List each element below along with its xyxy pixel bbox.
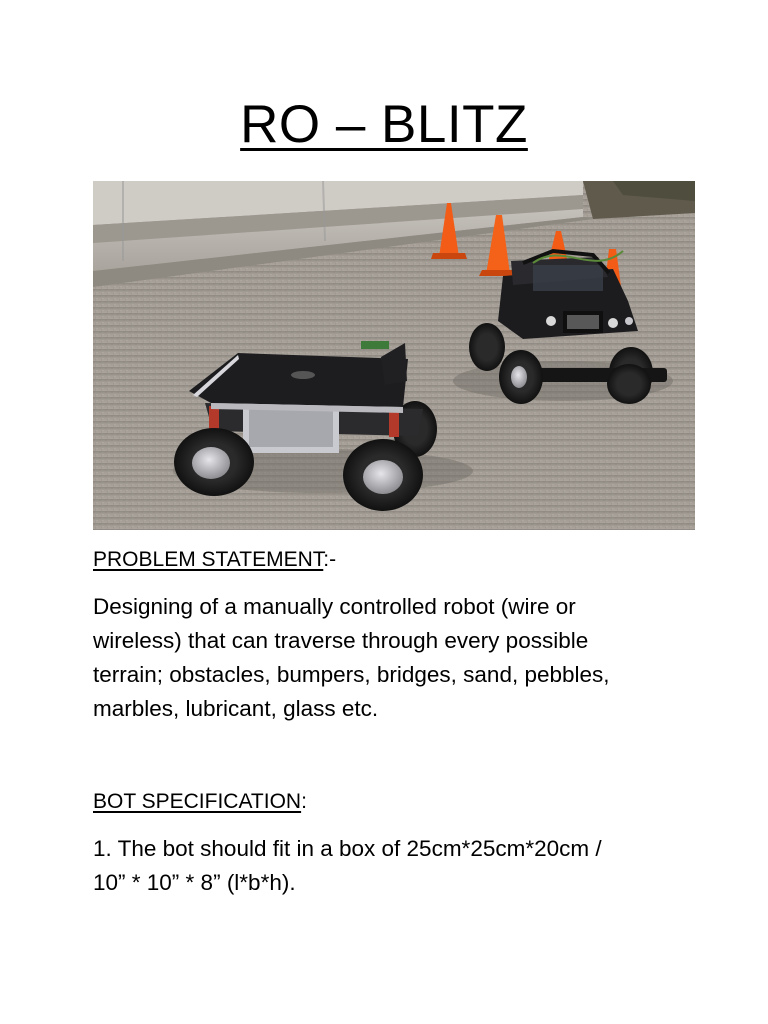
bot-specification-heading-text: BOT SPECIFICATION	[93, 790, 302, 813]
problem-statement-heading-text: PROBLEM STATEMENT	[93, 548, 324, 571]
problem-statement-line: terrain; obstacles, bumpers, bridges, sand, pebbles,	[93, 662, 610, 687]
photo-two-robot-cars	[93, 181, 695, 530]
problem-statement-line: wireless) that can traverse through every possible	[93, 628, 589, 653]
bot-specification-body	[93, 832, 663, 900]
bot-specification-heading-suffix: :	[301, 790, 307, 813]
problem-statement-heading-suffix: :-	[323, 548, 337, 571]
bot-specification-line: 10” * 10” * 8” (l*b*h).	[93, 870, 296, 895]
problem-statement-heading	[93, 546, 336, 574]
page-title-text: RO – BLITZ	[240, 95, 528, 154]
bot-specification-line: 1. The bot should fit in a box of 25cm*25cm*20cm /	[93, 836, 602, 861]
problem-statement-body	[93, 590, 663, 726]
page-title	[0, 92, 768, 158]
bot-specification-heading	[93, 788, 307, 816]
problem-statement-line: Designing of a manually controlled robot (wire or	[93, 594, 576, 619]
problem-statement-line: marbles, lubricant, glass etc.	[93, 696, 379, 721]
